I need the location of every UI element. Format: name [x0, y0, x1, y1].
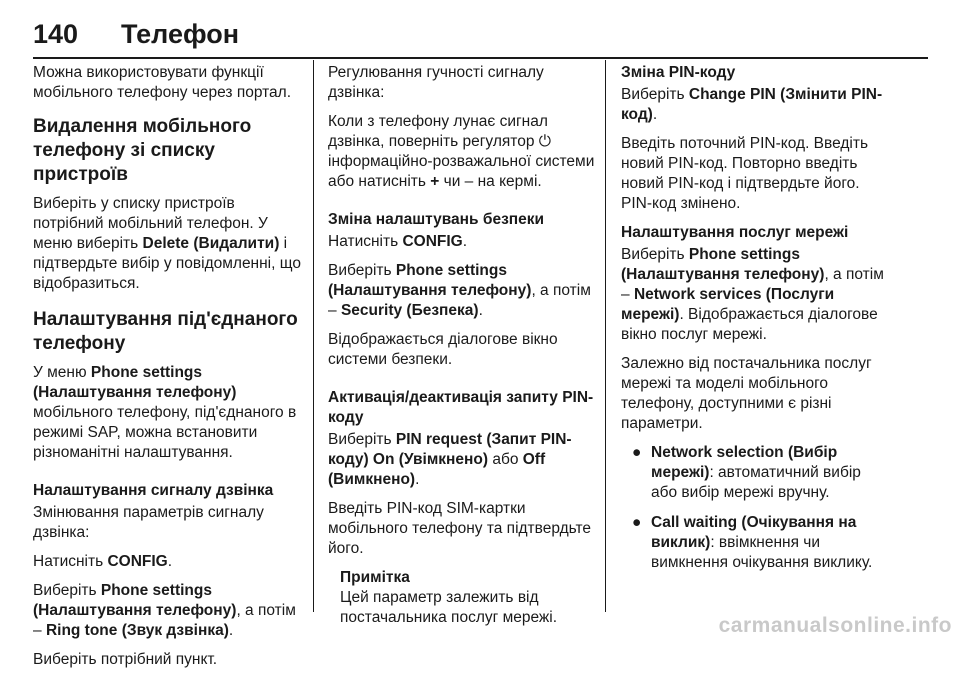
text-span: Виберіть [621, 86, 689, 103]
text-span: Виберіть у списку пристроїв потрібний мобільний телефон. У меню виберіть [33, 195, 268, 252]
text-span: . [415, 471, 420, 488]
list-item [621, 443, 889, 503]
text-span: . Відображається діалогове вікно послуг мережі. [621, 306, 878, 343]
menu-item-network-services: Network services (Послуги мережі) [621, 286, 835, 323]
text-span: , а потім – [33, 602, 296, 639]
delete-paragraph [33, 194, 305, 294]
text-span: або [488, 451, 523, 468]
enter-pin-paragraph: Введіть PIN-код SIM-картки мобільного телефону та підтвердьте його. [328, 500, 592, 557]
bullet-icon: ● [632, 514, 642, 531]
page-title: Телефон [121, 19, 240, 49]
page-number: 140 [33, 19, 79, 49]
menu-item-phone-settings: Phone settings (Налаштування телефону) [621, 246, 825, 283]
text-span: Коли з телефону лунає сигнал дзвінка, поверніть регулятор [328, 113, 548, 150]
menu-item-delete: Delete (Видалити) [142, 235, 280, 252]
page-header [33, 14, 933, 54]
heading-pin-request: Активація/деактивація запиту PIN-коду [328, 389, 594, 426]
change-pin-select [621, 85, 889, 125]
text-span: . [228, 622, 234, 639]
provider-paragraph: Залежно від постачальника послуг мережі та моделі мобільного телефону, доступними є різні параметри. [621, 355, 872, 432]
plus-icon: + [430, 173, 440, 190]
column-divider-1 [313, 60, 314, 612]
column-1 [33, 63, 305, 679]
security-dialog: Відображається діалогове вікно системи безпеки. [328, 331, 558, 368]
config-key: CONFIG [402, 233, 463, 250]
note-box [340, 568, 598, 628]
text-span: : ввімкнення чи вимкнення очікування виклику. [651, 534, 873, 571]
pin-request-paragraph [328, 430, 598, 490]
menu-item-change-pin: Change PIN (Змінити PIN-код) [621, 86, 883, 123]
text-span: . [652, 106, 658, 123]
text-span: Виберіть [328, 431, 396, 448]
watermark: carmanualsonline.info [718, 614, 952, 637]
network-paragraph [621, 245, 889, 345]
menu-item-phone-settings: Phone settings (Налаштування телефону) [328, 262, 532, 299]
text-span: , а потім – [328, 282, 591, 319]
ring-paragraph: Змінювання параметрів сигналу дзвінка: [33, 504, 264, 541]
column-2 [328, 63, 598, 628]
header-divider [33, 57, 928, 59]
change-pin-paragraph: Введіть поточний PIN-код. Введіть новий PIN-код. Повторно введіть новий PIN-код і підтвердьте його. PIN-код змінено. [621, 135, 869, 212]
select-ringtone [33, 581, 305, 641]
settings-paragraph [33, 363, 305, 463]
heading-delete-phone: Видалення мобільного телефону зі списку пристроїв [33, 116, 252, 185]
text-span: Натисніть [33, 553, 108, 570]
text-span: . [478, 302, 483, 319]
text-span: Виберіть [621, 246, 689, 263]
menu-item-phone-settings: Phone settings (Налаштування телефону) [33, 364, 237, 401]
note-title: Примітка [340, 569, 410, 586]
intro-paragraph: Можна використовувати функції мобільного телефону через портал. [33, 64, 292, 101]
text-span: У меню [33, 364, 91, 381]
text-span: Виберіть [328, 262, 396, 279]
text-span: : автоматичний вибір або вибір мережі вручну. [651, 464, 861, 501]
note-text: Цей параметр залежить від постачальника послуг мережі. [340, 589, 558, 626]
text-span: . [167, 553, 173, 570]
heading-ring-settings: Налаштування сигналу дзвінка [33, 482, 274, 499]
column-3 [621, 63, 889, 583]
knob-icon: ⏻ [538, 133, 552, 150]
volume-paragraph: Регулювання гучності сигналу дзвінка: [328, 64, 544, 101]
press-config-1 [33, 552, 305, 572]
menu-item-pin-request-off: Off (Вимкнено) [328, 451, 546, 488]
network-options-list [621, 443, 889, 573]
menu-item-ring-tone: Ring tone (Звук дзвінка) [45, 622, 229, 639]
option-call-waiting: Call waiting (Очікування на виклик) [651, 514, 857, 551]
heading-connected-phone: Налаштування під'єднаного телефону [33, 309, 298, 354]
volume-paragraph-2 [328, 112, 598, 192]
heading-network: Налаштування послуг мережі [621, 224, 849, 241]
column-divider-2 [605, 60, 606, 612]
menu-item-pin-request-on: PIN request (Запит PIN-коду) On (Увімкнено) [328, 431, 572, 468]
text-span: інформаційно-розважальної системи або натисніть [328, 153, 595, 190]
select-security [328, 261, 598, 321]
text-span: , а потім – [621, 266, 884, 303]
heading-security: Зміна налаштувань безпеки [328, 211, 545, 228]
text-span: . [462, 233, 468, 250]
bullet-icon: ● [632, 444, 642, 461]
choose-item: Виберіть потрібний пункт. [33, 651, 218, 668]
text-span: Виберіть [33, 582, 101, 599]
heading-change-pin: Зміна PIN-коду [621, 64, 736, 81]
text-span: чи – на кермі. [439, 173, 542, 190]
menu-item-phone-settings: Phone settings (Налаштування телефону) [33, 582, 237, 619]
list-item [621, 513, 889, 573]
press-config-2 [328, 232, 598, 252]
config-key: CONFIG [107, 553, 168, 570]
text-span: і підтвердьте вибір у повідомленні, що відобразиться. [33, 235, 301, 292]
option-network-selection: Network selection (Вибір мережі) [651, 444, 838, 481]
text-span: мобільного телефону, під'єднаного в режимі SAP, можна встановити різноманітні налаштування. [33, 404, 297, 461]
menu-item-security: Security (Безпека) [340, 302, 479, 319]
text-span: Натисніть [328, 233, 403, 250]
